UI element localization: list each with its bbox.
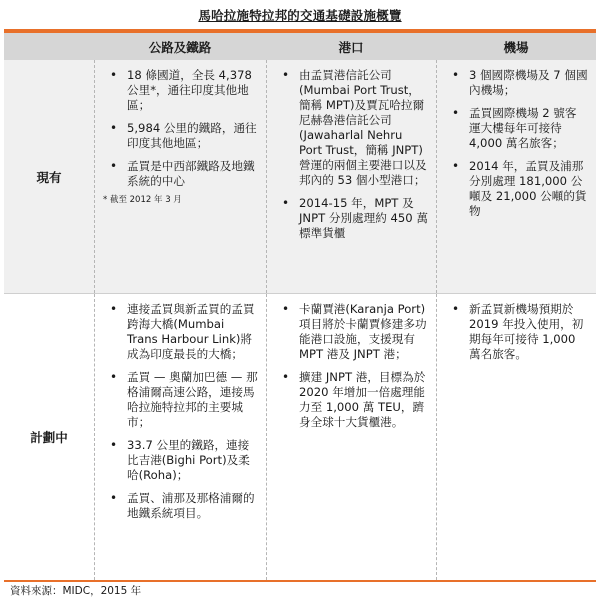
cell-current-airport — [436, 60, 596, 293]
footnote: * 截至 2012 年 3 月 — [103, 195, 182, 205]
list-item: • 2014 年，孟買及浦那分別處理 181,000 公噸及 21,000 公噸的貨物 — [443, 159, 588, 219]
list-item: • 33.7 公里的鐵路，連接比吉港(Bighi Port)及柔哈(Roha)； — [101, 438, 258, 483]
list-item: • 2014-15 年，MPT 及 JNPT 分別處理約 450 萬標準貨櫃 — [273, 196, 428, 241]
page-title: 馬哈拉施特拉邦的交通基礎設施概覽 — [198, 8, 402, 23]
cell-planned-road — [94, 294, 266, 580]
table-row-current — [4, 60, 596, 293]
list-item: • 孟買 — 奧蘭加巴德 — 那格浦爾高速公路，連接馬哈拉施特拉邦的主要城市； — [101, 370, 258, 430]
header-empty-cell — [4, 33, 94, 60]
header-road-rail: 公路及鐵路 — [148, 39, 212, 55]
row-label-planned: 計劃中 — [30, 430, 68, 445]
list-item: • 由孟買港信託公司(Mumbai Port Trust，簡稱 MPT)及賈瓦哈拉爾尼赫魯港信託公司(Jawaharlal Nehru Port Trust，簡稱 JNPT)營運的兩個主要港口以及邦內的 53 個小型港口； — [273, 68, 428, 188]
header-airports: 機場 — [503, 39, 529, 55]
list-item: • 孟買國際機場 2 號客運大樓每年可接待 4,000 萬名旅客； — [443, 106, 588, 151]
list-item: • 新孟買新機場預期於 2019 年投入使用，初期每年可接待 1,000 萬名旅客。 — [443, 302, 588, 362]
cell-planned-port — [266, 294, 436, 580]
cell-current-road — [94, 60, 266, 293]
list-item: • 孟買是中西部鐵路及地鐵系統的中心 — [101, 159, 258, 189]
list-item: • 連接孟買與新孟買的孟買跨海大橋(Mumbai Trans Harbour Link)將成為印度最長的大橋； — [101, 302, 258, 362]
table-header-row — [4, 33, 596, 60]
table-row-planned — [4, 294, 596, 580]
list-item: • 擴建 JNPT 港，目標為於 2020 年增加一倍處理能力至 1,000 萬 TEU，躋身全球十大貨櫃港。 — [273, 370, 428, 430]
list-item: • 18 條國道，全長 4,378 公里*，通往印度其他地區； — [101, 68, 258, 113]
cell-current-port — [266, 60, 436, 293]
header-ports: 港口 — [338, 39, 364, 55]
list-item: • 3 個國際機場及 7 個國內機場； — [443, 68, 588, 98]
list-item: • 孟買、浦那及那格浦爾的地鐵系統項目。 — [101, 491, 258, 521]
source-note: 資料來源：MIDC，2015 年 — [10, 585, 142, 597]
cell-planned-airport — [436, 294, 596, 580]
table-bottom-rule — [4, 580, 596, 582]
list-item: • 5,984 公里的鐵路，通往印度其他地區； — [101, 121, 258, 151]
infrastructure-table — [4, 29, 596, 582]
list-item: • 卡蘭賈港(Karanja Port)項目將於卡蘭賈修建多功能港口設施，支援現有 MPT 港及 JNPT 港； — [273, 302, 428, 362]
row-label-current: 現有 — [36, 169, 62, 185]
